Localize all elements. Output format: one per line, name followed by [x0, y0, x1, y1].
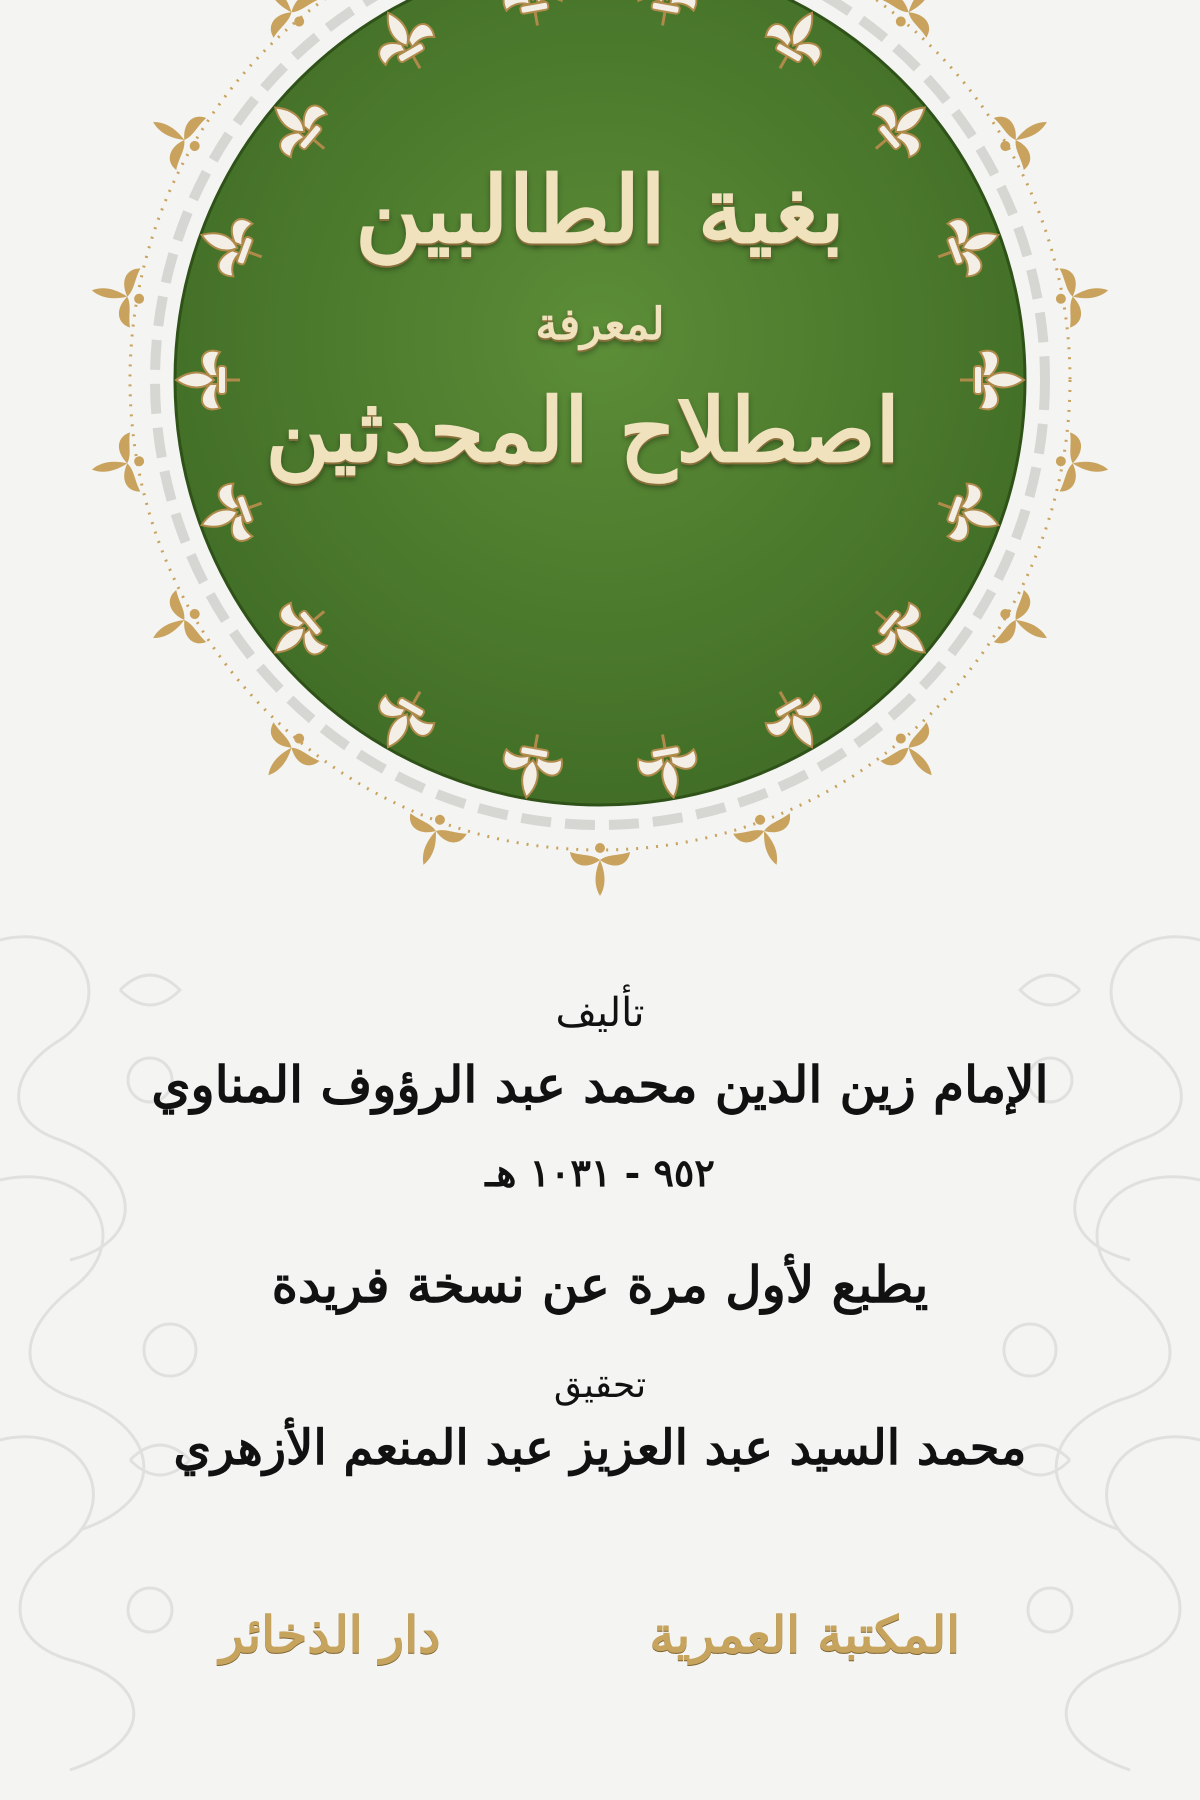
first-print-note: يطبع لأول مرة عن نسخة فريدة: [271, 1255, 929, 1314]
publisher-logo-left: دار الذخائر: [219, 1605, 441, 1664]
editor-name: محمد السيد عبد العزيز عبد المنعم الأزهري: [173, 1420, 1027, 1476]
title-main: بغية الطالبين: [355, 156, 845, 264]
editor-label: تحقيق: [553, 1365, 647, 1406]
author-dates: ٩٥٢ - ١٠٣١ هـ: [485, 1150, 715, 1195]
author-name: الإمام زين الدين محمد عبد الرؤوف المناوي: [151, 1055, 1049, 1114]
title-connector: لمعرفة: [535, 299, 665, 350]
author-label: تأليف: [555, 990, 645, 1036]
title-subject: اصطلاح المحدثين: [265, 378, 900, 482]
book-title: [265, 140, 900, 500]
publisher-logo-right: المكتبة العمرية: [649, 1605, 960, 1664]
